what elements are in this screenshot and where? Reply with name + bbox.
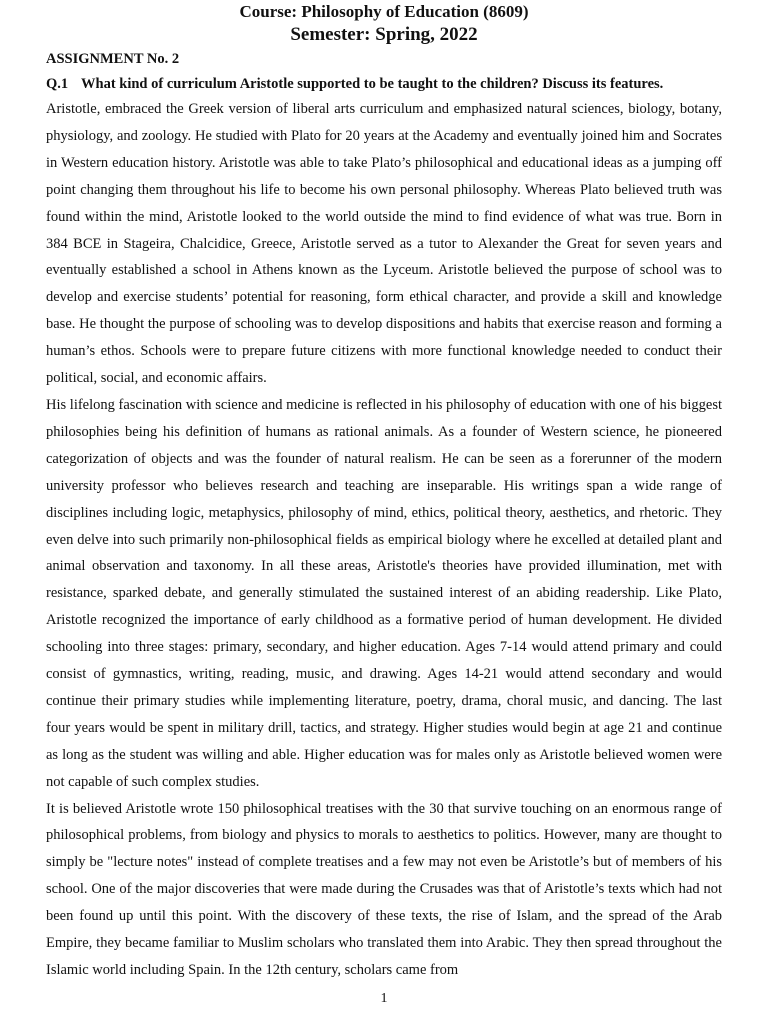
page-number: 1 [380, 991, 388, 1006]
course-title: Course: Philosophy of Education (8609) [239, 2, 529, 21]
paragraph-aristotle-curriculum: Aristotle, embraced the Greek version of liberal arts curriculum and emphasized natural sciences, biology, botany, physiology, and zoology. He studied with Plato for 20 years at the Academy and eventually joined him and Socrates in Western education history. Aristotle was able to take Plato’s philosophical and educational ideas as a jumping off point changing them throughout his life to become his own personal philosophy. Whereas Plato believed truth was found within the mind, Aristotle looked to the world outside the mind to find evidence of what was true. Born in 384 BCE in Stageira, Chalcidice, Greece, Aristotle served as a tutor to Alexander the Great for seven years and eventually established a school in Athens known as the Lyceum. Aristotle believed the purpose of school was to develop and exercise students’ potential for reasoning, form ethical character, and provide a skill and knowledge base. He thought the purpose of schooling was to develop dispositions and habits that exercise reason and forming a human’s ethos. Schools were to prepare future citizens with more functional knowledge needed to conduct their political, social, and economic affairs. [46, 101, 722, 387]
question-number: Q.1 [46, 76, 69, 92]
question-heading [46, 74, 722, 94]
assignment-label: ASSIGNMENT No. 2 [46, 51, 180, 67]
document-page [46, 0, 722, 1024]
question-text: What kind of curriculum Aristotle supported to be taught to the children? Discuss its features. [81, 76, 664, 92]
semester-title: Semester: Spring, 2022 [290, 24, 478, 45]
paragraph-treatises: It is believed Aristotle wrote 150 philosophical treatises with the 30 that survive touching on an enormous range of philosophical problems, from biology and physics to morals to aesthetics to politics. However, many are thought to simply be "lecture notes" instead of complete treatises and a few may not even be Aristotle’s but of members of his school. One of the major discoveries that were made during the Crusades was that of Aristotle’s texts which had not been found up until this point. With the discovery of these texts, the rise of Islam, and the spread of the Arab Empire, they became familiar to Muslim scholars who translated them into Arabic. They then spread throughout the Islamic world including Spain. In the 12th century, scholars came from [46, 800, 722, 978]
paragraph-science-and-stages: His lifelong fascination with science and medicine is reflected in his philosophy of education with one of his biggest philosophies being his definition of humans as rational animals. As a founder of Western science, he pioneered categorization of objects and was the founder of natural realism. He can be seen as a forerunner of the modern university professor who believes research and teaching are inseparable. His writings span a wide range of disciplines including logic, metaphysics, philosophy of mind, ethics, political theory, aesthetics, and rhetoric. They even delve into such primarily non-philosophical fields as empirical biology where he excelled at detailed plant and animal observation and taxonomy. In all these areas, Aristotle's theories have provided illumination, met with resistance, sparked debate, and generally stimulated the sustained interest of an abiding readership. Like Plato, Aristotle recognized the importance of early childhood as a formative period of human development. He divided schooling into three stages: primary, secondary, and higher education. Ages 7-14 would attend primary and could consist of gymnastics, writing, reading, music, and drawing. Ages 14-21 would attend secondary and would continue their primary studies while implementing literature, poetry, drama, choral music, and dancing. The last four years would be spent in military drill, tactics, and strategy. Higher studies would begin at age 21 and continue as long as the student was willing and able. Higher education was for males only as Aristotle believed women were not capable of such complex studies. [46, 396, 722, 790]
